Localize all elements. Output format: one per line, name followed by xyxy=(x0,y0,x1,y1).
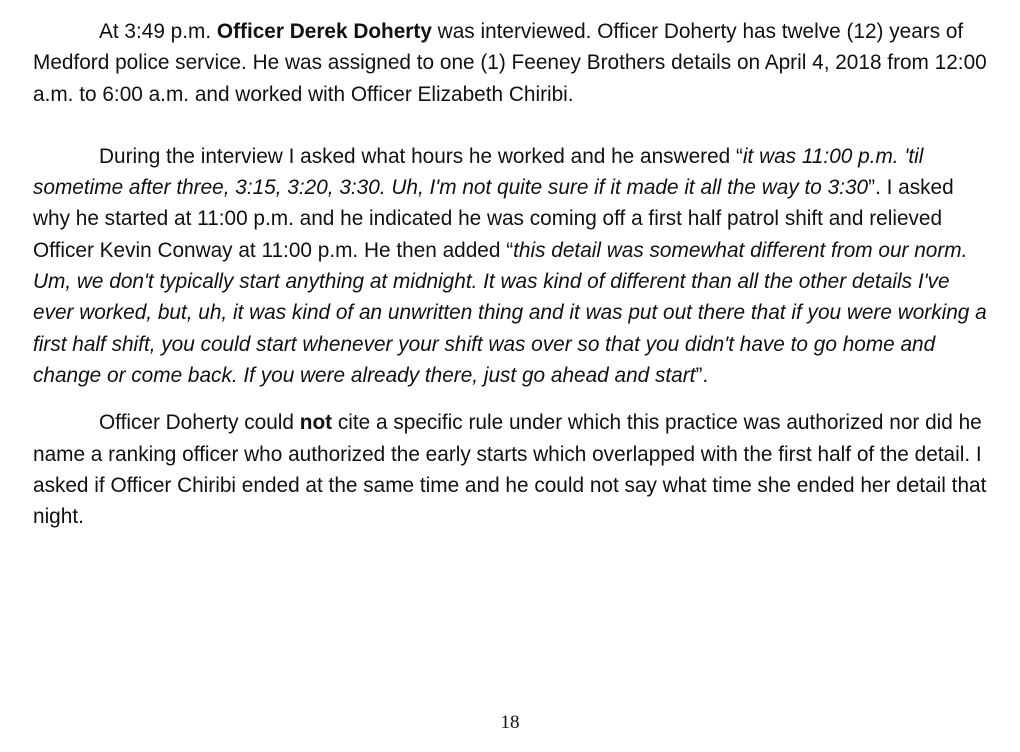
paragraph-authorization xyxy=(33,407,993,532)
paragraph-spacer xyxy=(33,110,993,141)
hours-quote: it was 11:00 p.m. 'til sometime after three, 3:15, 3:20, 3:30. Uh, I'm not quite sure if it made it all the way to 3:30 xyxy=(33,144,924,200)
paragraph-interview-intro xyxy=(33,16,993,110)
page-number: 18 xyxy=(500,712,520,733)
hours-text-end: ”. xyxy=(695,363,709,387)
hours-text-middle: ”. I asked why he started at 11:00 p.m. and he indicated he was coming off a first half patrol shift and relieved Officer Kevin Conway at 11:00 p.m. He then added “ xyxy=(33,176,954,262)
officer-name: Officer Derek Doherty xyxy=(216,20,432,43)
hours-text-start: During the interview I asked what hours he worked and he answered “ xyxy=(99,144,743,168)
detail-norm-quote: this detail was somewhat different from our norm. Um, we don't typically start anything at midnight. It was kind of different than all the other details I've ever worked, but, uh, it was kind of an unwritten thing and it was put out there that if you were working a first half shift, you could start whenever your shift was over so that you didn't have to go home and change or come back. If you were already there, just go ahead and start xyxy=(33,238,987,387)
paragraph-hours-worked xyxy=(33,141,993,391)
authorization-text-start: Officer Doherty could xyxy=(99,411,300,435)
emphasis-not: not xyxy=(299,411,333,435)
intro-text-rest: was interviewed. Officer Doherty has twelve (12) years of Medford police service. He was assigned to one (1) Feeney Brothers details on April 4, 2018 from 12:00 a.m. to 6:00 a.m. and worked with Officer Elizabeth Chiribi. xyxy=(33,20,987,106)
document-body xyxy=(33,16,993,532)
paragraph-spacer xyxy=(33,391,993,407)
intro-text-start: At 3:49 p.m. xyxy=(99,20,217,43)
authorization-text-rest: cite a specific rule under which this practice was authorized nor did he name a ranking officer who authorized the early starts which overlapped with the first half of the detail. I asked if Officer Chiribi ended at the same time and he could not say what time she ended her detail that night. xyxy=(33,411,987,529)
